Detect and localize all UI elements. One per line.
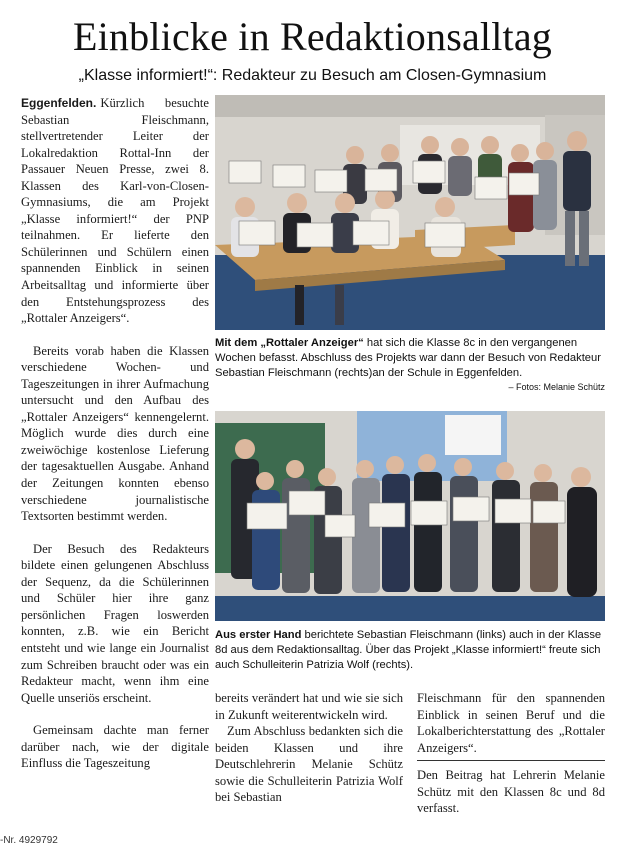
photo-1-caption [215, 336, 605, 393]
document-id: -Nr. 4929792 [0, 835, 58, 846]
article-headline: Einblicke in Redaktionsalltag [72, 14, 553, 59]
article-column-right [417, 690, 605, 817]
class-8d-illustration [215, 411, 605, 621]
paragraph-1-text: Kürzlich besuchte Sebastian Fleischmann, stellvertretender Leiter der Lokalredaktion Rottal-Inn der Passauer Neuen Presse, zwei 8. Klassen des Karl-von-Closen-Gymnasiums, die am Projekt „Klasse informiert!“ der PNP teilnahmen. Er lieferte den Schülerinnen und Schülern einen spannenden Einblick in seinen Arbeitsalltag und informierte über den Entstehungsprozess des „Rottaler Anzeigers“. [21, 96, 209, 326]
article-paragraph-4: Gemeinsam dachte man ferner darüber nach, wie der digitale Einfluss die Tageszeitung [21, 723, 209, 771]
article-paragraph-2: Bereits vorab haben die Klassen verschiedene Wochen- und Tageszeitungen in ihrer Aufmachung untersucht und den Aufbau des „Rottaler Anzeigers“ kennengelernt. Möglich wurde dies durch eine zweiwöchige kostenlose Lieferung der tagesaktuellen Ausgabe. Anhand der Zeitungen konnten ebenso verschiedene journalistische Textsorten bestimmt werden. [21, 343, 209, 524]
article-subheadline: „Klasse informiert!“: Redakteur zu Besuch am Closen-Gymnasium [78, 67, 547, 84]
author-note: Den Beitrag hat Lehrerin Melanie Schütz mit den Klassen 8c und 8d verfasst. [417, 768, 605, 816]
photo-credit: – Fotos: Melanie Schütz [508, 382, 605, 392]
photo-2-caption-text: berichtete Sebastian Fleischmann (links) auch in der Klasse 8d aus dem Redaktionsalltag. Über das Projekt „Klasse informiert!“ freute sich auch Schulleiterin Patrizia Wolf (rechts). [215, 629, 602, 671]
class-8c-photo [215, 95, 605, 330]
photo-1-caption-text: hat sich die Klasse 8c in den vergangenen Wochen befasst. Abschluss des Projekts war dann der Besuch von Redakteur Sebastian Fleischmann (rechts)an der Schule in Eggenfelden. [215, 337, 601, 379]
column-2-paragraph: Zum Abschluss bedankten sich die beiden Klassen und ihre Deutschlehrerin Melanie Schütz sowie die Schulleiterin Patrizia Wolf bei Sebastian [215, 724, 403, 805]
dateline: Eggenfelden. [21, 96, 97, 110]
class-8d-photo [215, 411, 605, 621]
article-column-left [21, 95, 209, 788]
article-paragraph-1 [21, 95, 209, 327]
class-8c-illustration [215, 95, 605, 330]
column-3-continuation: Fleischmann für den spannenden Einblick in seinen Beruf und die Lokalberichterstattung des „Rottaler Anzeigers“. [417, 691, 605, 755]
column-divider [417, 760, 605, 761]
article-column-middle [215, 690, 403, 806]
photo-1-caption-lead: Mit dem „Rottaler Anzeiger“ [215, 337, 364, 349]
article-paragraph-3: Der Besuch des Redakteurs bildete einen gelungenen Abschluss der Sequenz, da die Schülerinnen und Schüler hier ihre ganz persönlichen Fragen loswerden konnten, z.B. wie ein Bericht entsteht und wie lange ein Journalist zum Schreiben braucht oder was ein Redakteur macht, wenn ihm eine Quelle unseriös erscheint. [21, 541, 209, 705]
column-2-continuation: bereits verändert hat und wie sie sich in Zukunft weiterentwickeln wird. [215, 691, 403, 722]
photo-2-caption [215, 628, 605, 673]
photo-2-caption-lead: Aus erster Hand [215, 629, 302, 641]
